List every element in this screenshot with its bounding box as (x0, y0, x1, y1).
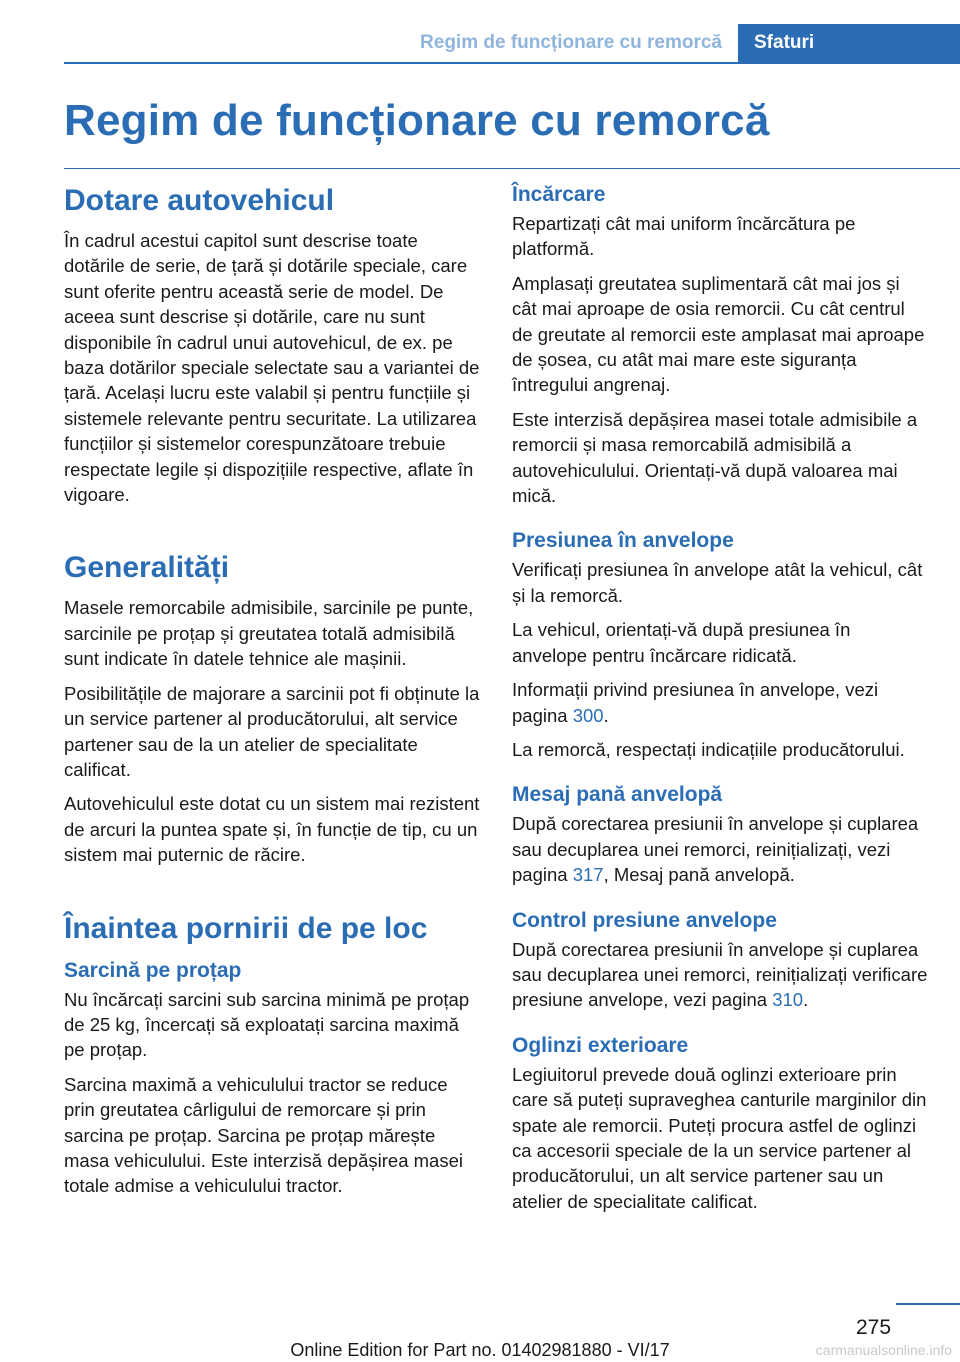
paragraph-incarcare-2: Amplasați greutatea suplimentară cât mai jos și cât mai aproape de osia remorcii. Cu cât centrul de greutate al remorcii este amplasat mai aproape de șosea, cu atât mai mare este siguranța întregului angrenaj. (512, 272, 925, 396)
presiune-3-end: . (603, 704, 609, 726)
left-column (64, 180, 480, 1208)
page-title: Regim de funcționare cu remorcă (64, 96, 770, 145)
paragraph-sarcina-1: Nu încărcați sarcini sub sarcina minimă pe proțap de 25 kg, încercați să exploatați sarcina maximă pe proțap. (64, 988, 470, 1061)
footer-rule (896, 1303, 960, 1305)
control-end: . (803, 989, 809, 1011)
paragraph-generalitati-2: Posibilitățile de majorare a sarcinii pot fi obținute la un service partener al producătorului, alt service partener sau de la un atelier de specialitate calificat. (64, 682, 480, 780)
header-section-title: Regim de funcționare cu remorcă (420, 32, 722, 53)
paragraph-presiune-1: Verificați presiunea în anvelope atât la vehicul, cât și la remorcă. (512, 559, 923, 606)
control-text: După corectarea presiunii în anvelope și cuplarea sau decuplarea unei remorci, reinițializați verificare presiune anvelope, vezi pagina (512, 938, 928, 1011)
paragraph-incarcare-1: Repartizați cât mai uniform încărcătura pe platformă. (512, 213, 856, 260)
presiune-3-text: Informații privind presiunea în anvelope, vezi pagina (512, 679, 879, 726)
right-column (512, 180, 928, 1223)
edition-line: Online Edition for Part no. 01402981880 - VI/17 (290, 1340, 670, 1360)
page-header (64, 24, 960, 64)
watermark: carmanualsonline.info (815, 1342, 952, 1358)
header-tab-sfaturi: Sfaturi (738, 24, 960, 62)
paragraph-presiune-3 (512, 677, 928, 728)
paragraph-generalitati-3: Autovehiculul este dotat cu un sistem mai rezistent de arcuri la puntea spate și, în funcție de tip, cu un sistem mai puternic de răcire. (64, 793, 480, 866)
heading-generalitati: Generalități (64, 551, 230, 585)
paragraph-oglinzi: Legiuitorul prevede două oglinzi exterioare prin care să puteți supraveghea canturile marginilor din spate ale remorcii. Puteți procura astfel de oglinzi ca accesorii speciale de la un service partener al producătorului, un alt service partener sau un atelier de specialitate calificat. (512, 1063, 927, 1212)
page-number: 275 (856, 1316, 892, 1339)
paragraph-generalitati-1: Masele remorcabile admisibile, sarcinile pe punte, sarcinile pe proțap și greutatea totală admisibilă sunt indicate în datele tehnice ale mașinii. (64, 597, 474, 670)
heading-incarcare: Încărcare (512, 183, 606, 206)
pana-end: , Mesaj pană anvelopă. (603, 864, 795, 886)
heading-sarcina-protap: Sarcină pe proțap (64, 958, 242, 982)
page-link-317[interactable]: 317 (572, 864, 604, 886)
page-link-310[interactable]: 310 (772, 989, 804, 1011)
paragraph-pana (512, 811, 928, 887)
paragraph-presiune-4: La remorcă, respectați indicațiile producătorului. (512, 738, 905, 760)
paragraph-control (512, 937, 928, 1013)
paragraph-presiune-2: La vehicul, orientați-vă după presiunea în anvelope pentru încărcare ridicată. (512, 619, 851, 666)
heading-oglinzi: Oglinzi exterioare (512, 1033, 689, 1057)
heading-presiune: Presiunea în anvelope (512, 529, 734, 553)
paragraph-incarcare-3: Este interzisă depășirea masei totale admisibile a remorcii și masa remorcabilă admisibilă a autovehiculului. Orientați-vă după valoarea mai mică. (512, 408, 918, 507)
paragraph-sarcina-2: Sarcina maximă a vehiculului tractor se reduce prin greutatea cârligului de remorcare și prin sarcina pe proțap. Sarcina pe proțap mărește masa vehiculului. Este interzisă depășirea masei totale admise a vehiculului tractor. (64, 1073, 463, 1197)
heading-control-presiune: Control presiune anvelope (512, 908, 777, 932)
page-link-300[interactable]: 300 (572, 704, 604, 726)
heading-dotare: Dotare autovehicul (64, 184, 335, 217)
heading-mesaj-pana: Mesaj pană anvelopă (512, 783, 723, 807)
paragraph-dotare: În cadrul acestui capitol sunt descrise toate dotările de serie, de țară și dotările speciale, care sunt oferite pentru această serie de model. De aceea sunt descrise și dotările, care nu sunt disponibile în cadrul unui autovehicul, de ex. pe baza dotărilor speciale selectate sau a variantei de țară. Același lucru este valabil și pentru funcțiile și sistemele relevante pentru securitate. La utilizarea funcțiilor și sistemelor corespunzătoare trebuie respectate legile și dispozițiile respective, aflate în vigoare. (64, 230, 480, 506)
pana-text: După corectarea presiunii în anvelope și cuplarea sau decuplarea unei remorci, reinițializați, vezi pagina (512, 813, 919, 886)
heading-inaintea-pornirii: Înaintea pornirii de pe loc (64, 911, 428, 945)
title-rule (64, 168, 960, 169)
